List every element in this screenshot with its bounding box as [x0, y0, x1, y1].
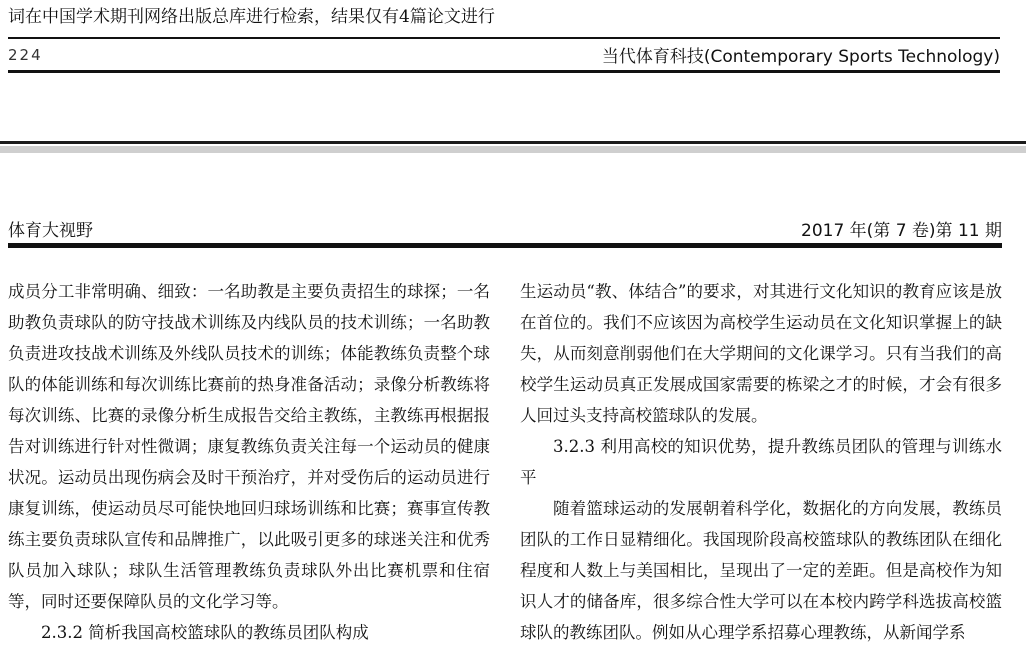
body-paragraph: 生运动员“教、体结合”的要求，对其进行文化知识的教育应该是放在首位的。我们不应该因为高校学生运动员在文化知识掌握上的缺失，从而刻意削弱他们在大学期间的文化课学习。只有当我们的高校学生运动员真正发展成国家需要的栋梁之才的时候，才会有很多人回过头支持高校篮球队的发展。	[520, 282, 1002, 425]
right-column	[520, 276, 1002, 648]
subsection-heading: 3.2.3 利用高校的知识优势，提升教练员团队的管理与训练水平	[520, 437, 1002, 487]
header-bottom-rule	[8, 70, 1000, 73]
body-paragraph: 成员分工非常明确、细致：一名助教是主要负责招生的球探；一名助教负责球队的防守技战术训练及内线队员的技术训练；一名助教负责进攻技战术训练及外线队员技术的训练；体能教练负责整个球队的体能训练和每次训练比赛前的热身准备活动；录像分析教练将每次训练、比赛的录像分析生成报告交给主教练，主教练再根据报告对训练进行针对性微调；康复教练负责关注每一个运动员的健康状况。运动员出现伤病会及时干预治疗，并对受伤后的运动员进行康复训练，使运动员尽可能快地回归球场训练和比赛；赛事宣传教练主要负责球队宣传和品牌推广，以此吸引更多的球迷关注和优秀队员加入球队；球队生活管理教练负责球队外出比赛机票和住宿等，同时还要保障队员的文化学习等。	[8, 282, 490, 611]
previous-page-text-fragment: 词在中国学术期刊网络出版总库进行检索，结果仅有4篇论文进行	[8, 7, 495, 27]
page-separator-band	[0, 141, 1026, 153]
section-header-rule	[8, 243, 1002, 248]
header-top-rule	[8, 37, 1000, 39]
issue-info: 2017 年(第 7 卷)第 11 期	[801, 221, 1002, 241]
journal-title: 当代体育科技(Contemporary Sports Technology)	[601, 47, 1000, 67]
left-column	[8, 276, 490, 648]
section-name: 体育大视野	[8, 221, 93, 241]
subsection-heading: 2.3.2 简析我国高校篮球队的教练员团队构成	[41, 623, 369, 642]
body-paragraph: 随着篮球运动的发展朝着科学化，数据化的方向发展，教练员团队的工作日显精细化。我国现阶段高校篮球队的教练团队在细化程度和人数上与美国相比，呈现出了一定的差距。但是高校作为知识人才的储备库，很多综合性大学可以在本校内跨学科选拔高校篮球队的教练团队。例如从心理学系招募心理教练，从新闻学系	[520, 499, 1002, 642]
page-number: 224	[8, 46, 43, 64]
